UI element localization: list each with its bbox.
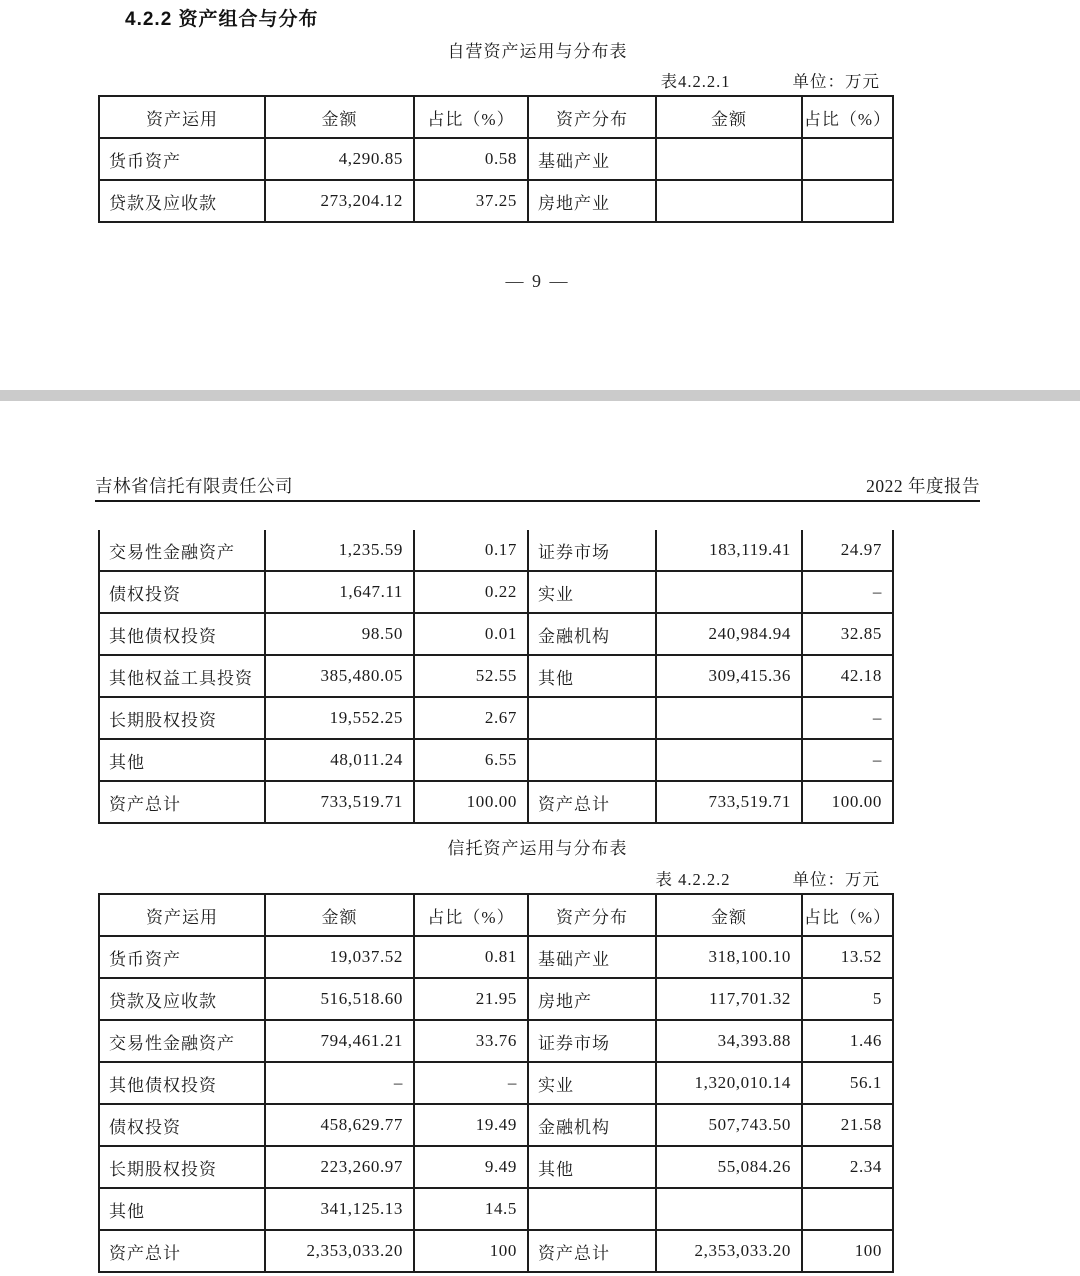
table-cell: 证券市场 — [528, 1020, 656, 1062]
table-row — [99, 613, 893, 655]
table-cell: 4,290.85 — [265, 138, 414, 180]
table-cell: 房地产业 — [528, 180, 656, 222]
table-cell: 458,629.77 — [265, 1104, 414, 1146]
table-cell: 100 — [802, 1230, 893, 1272]
table-cell: 其他债权投资 — [99, 613, 265, 655]
header-company-name: 吉林省信托有限责任公司 — [95, 476, 293, 496]
table-cell: 19.49 — [414, 1104, 528, 1146]
unit-label: 单位：万元 — [792, 72, 880, 91]
table-cell: 13.52 — [802, 936, 893, 978]
table-cell: 6.55 — [414, 739, 528, 781]
table-cell: 733,519.71 — [265, 781, 414, 823]
column-header: 金额 — [656, 894, 802, 936]
table-cell: 223,260.97 — [265, 1146, 414, 1188]
section-heading: 4.2.2 资产组合与分布 — [125, 9, 319, 30]
table-cell: 债权投资 — [99, 571, 265, 613]
table-cell: 2.67 — [414, 697, 528, 739]
table-cell: 证券市场 — [528, 530, 656, 571]
table-cell: 资产总计 — [99, 1230, 265, 1272]
table-cell: 794,461.21 — [265, 1020, 414, 1062]
table-cell: 240,984.94 — [656, 613, 802, 655]
table-number-label: 表4.2.2.1 — [660, 72, 731, 91]
column-header: 金额 — [656, 96, 802, 138]
table-row — [99, 1146, 893, 1188]
table-cell: 其他 — [528, 1146, 656, 1188]
table-row — [99, 1188, 893, 1230]
table-cell — [802, 180, 893, 222]
page-separator — [0, 390, 1080, 401]
table-cell: 21.95 — [414, 978, 528, 1020]
table-cell — [656, 697, 802, 739]
table-row — [99, 697, 893, 739]
trust-assets-table-caption — [98, 866, 892, 890]
table-cell: 19,037.52 — [265, 936, 414, 978]
table-cell: 14.5 — [414, 1188, 528, 1230]
table-cell: 37.25 — [414, 180, 528, 222]
table-cell: 34,393.88 — [656, 1020, 802, 1062]
table-cell: 资产总计 — [528, 781, 656, 823]
table-cell — [656, 571, 802, 613]
table-row — [99, 138, 893, 180]
table-cell: 32.85 — [802, 613, 893, 655]
table-cell: 9.49 — [414, 1146, 528, 1188]
table-cell: 2,353,033.20 — [656, 1230, 802, 1272]
table-cell: 1,320,010.14 — [656, 1062, 802, 1104]
table-cell: – — [802, 739, 893, 781]
self-assets-table-page2 — [98, 530, 894, 824]
table-cell: 0.81 — [414, 936, 528, 978]
table-cell: – — [265, 1062, 414, 1104]
table-cell: 33.76 — [414, 1020, 528, 1062]
table-cell — [528, 1188, 656, 1230]
table-cell: 98.50 — [265, 613, 414, 655]
table-cell: 资产总计 — [528, 1230, 656, 1272]
table-cell: 516,518.60 — [265, 978, 414, 1020]
self-assets-table-title: 自营资产运用与分布表 — [447, 42, 628, 61]
table-cell: 基础产业 — [528, 138, 656, 180]
table-cell: 733,519.71 — [656, 781, 802, 823]
table-cell: 基础产业 — [528, 936, 656, 978]
column-header: 资产分布 — [528, 96, 656, 138]
header-report-title: 2022 年度报告 — [866, 476, 980, 496]
table-cell — [656, 180, 802, 222]
table-cell: 0.17 — [414, 530, 528, 571]
table-row — [99, 1104, 893, 1146]
table-cell: 1.46 — [802, 1020, 893, 1062]
table-cell: 42.18 — [802, 655, 893, 697]
table-cell — [656, 1188, 802, 1230]
table-cell: – — [414, 1062, 528, 1104]
table-cell: 长期股权投资 — [99, 1146, 265, 1188]
table-cell: 贷款及应收款 — [99, 180, 265, 222]
table-cell: 其他权益工具投资 — [99, 655, 265, 697]
page-number: — 9 — — [505, 271, 570, 291]
page2-header — [95, 471, 980, 502]
table-cell: 117,701.32 — [656, 978, 802, 1020]
table-row — [99, 978, 893, 1020]
table-cell: 5 — [802, 978, 893, 1020]
table-cell: 0.22 — [414, 571, 528, 613]
table-cell: 21.58 — [802, 1104, 893, 1146]
table-cell: 货币资产 — [99, 936, 265, 978]
table-row — [99, 180, 893, 222]
column-header: 资产运用 — [99, 96, 265, 138]
table-row — [99, 1230, 893, 1272]
table-cell: 183,119.41 — [656, 530, 802, 571]
table-cell: 273,204.12 — [265, 180, 414, 222]
column-header: 占比（%） — [414, 96, 528, 138]
table-cell: 1,235.59 — [265, 530, 414, 571]
table-cell: 19,552.25 — [265, 697, 414, 739]
table-cell: 48,011.24 — [265, 739, 414, 781]
table-cell: 318,100.10 — [656, 936, 802, 978]
table-row — [99, 1062, 893, 1104]
table-cell: 2,353,033.20 — [265, 1230, 414, 1272]
table-cell: 100.00 — [802, 781, 893, 823]
table-number-label: 表 4.2.2.2 — [655, 870, 731, 889]
column-header: 占比（%） — [802, 96, 893, 138]
table-cell: 资产总计 — [99, 781, 265, 823]
table-cell: 贷款及应收款 — [99, 978, 265, 1020]
column-header: 金额 — [265, 96, 414, 138]
table-cell: – — [802, 697, 893, 739]
table-cell: 56.1 — [802, 1062, 893, 1104]
table-cell: 金融机构 — [528, 613, 656, 655]
table-cell: 55,084.26 — [656, 1146, 802, 1188]
table-cell: 长期股权投资 — [99, 697, 265, 739]
unit-label: 单位：万元 — [792, 870, 880, 889]
table-cell — [802, 138, 893, 180]
table-cell — [802, 1188, 893, 1230]
table-cell — [528, 697, 656, 739]
table-cell: 交易性金融资产 — [99, 1020, 265, 1062]
table-cell: 金融机构 — [528, 1104, 656, 1146]
column-header: 占比（%） — [414, 894, 528, 936]
table-row — [99, 781, 893, 823]
table-row — [99, 739, 893, 781]
table-header-row — [99, 96, 893, 138]
table-cell: 341,125.13 — [265, 1188, 414, 1230]
table-cell: 2.34 — [802, 1146, 893, 1188]
column-header: 金额 — [265, 894, 414, 936]
table-cell: 1,647.11 — [265, 571, 414, 613]
table-cell: 其他债权投资 — [99, 1062, 265, 1104]
table-header-row — [99, 894, 893, 936]
table-cell: 房地产 — [528, 978, 656, 1020]
table-cell: 实业 — [528, 571, 656, 613]
table-cell — [528, 739, 656, 781]
column-header: 资产分布 — [528, 894, 656, 936]
table-row — [99, 1020, 893, 1062]
table-cell: 其他 — [528, 655, 656, 697]
table-row — [99, 655, 893, 697]
table-cell: – — [802, 571, 893, 613]
table-cell: 100 — [414, 1230, 528, 1272]
table-cell: 交易性金融资产 — [99, 530, 265, 571]
table-cell — [656, 138, 802, 180]
table-cell: 0.58 — [414, 138, 528, 180]
table-cell: 其他 — [99, 739, 265, 781]
table-cell: 24.97 — [802, 530, 893, 571]
column-header: 占比（%） — [802, 894, 893, 936]
table-row — [99, 571, 893, 613]
trust-assets-table — [98, 893, 894, 1273]
table-row — [99, 936, 893, 978]
table-cell: 债权投资 — [99, 1104, 265, 1146]
self-assets-table-caption — [98, 68, 892, 92]
table-cell: 货币资产 — [99, 138, 265, 180]
self-assets-table-page1 — [98, 95, 894, 223]
table-cell: 100.00 — [414, 781, 528, 823]
table-cell: 0.01 — [414, 613, 528, 655]
table-cell: 507,743.50 — [656, 1104, 802, 1146]
table-cell: 309,415.36 — [656, 655, 802, 697]
table-cell: 实业 — [528, 1062, 656, 1104]
table-row — [99, 530, 893, 571]
column-header: 资产运用 — [99, 894, 265, 936]
table-cell — [656, 739, 802, 781]
trust-assets-table-title: 信托资产运用与分布表 — [447, 839, 628, 858]
table-cell: 52.55 — [414, 655, 528, 697]
table-cell: 其他 — [99, 1188, 265, 1230]
table-cell: 385,480.05 — [265, 655, 414, 697]
